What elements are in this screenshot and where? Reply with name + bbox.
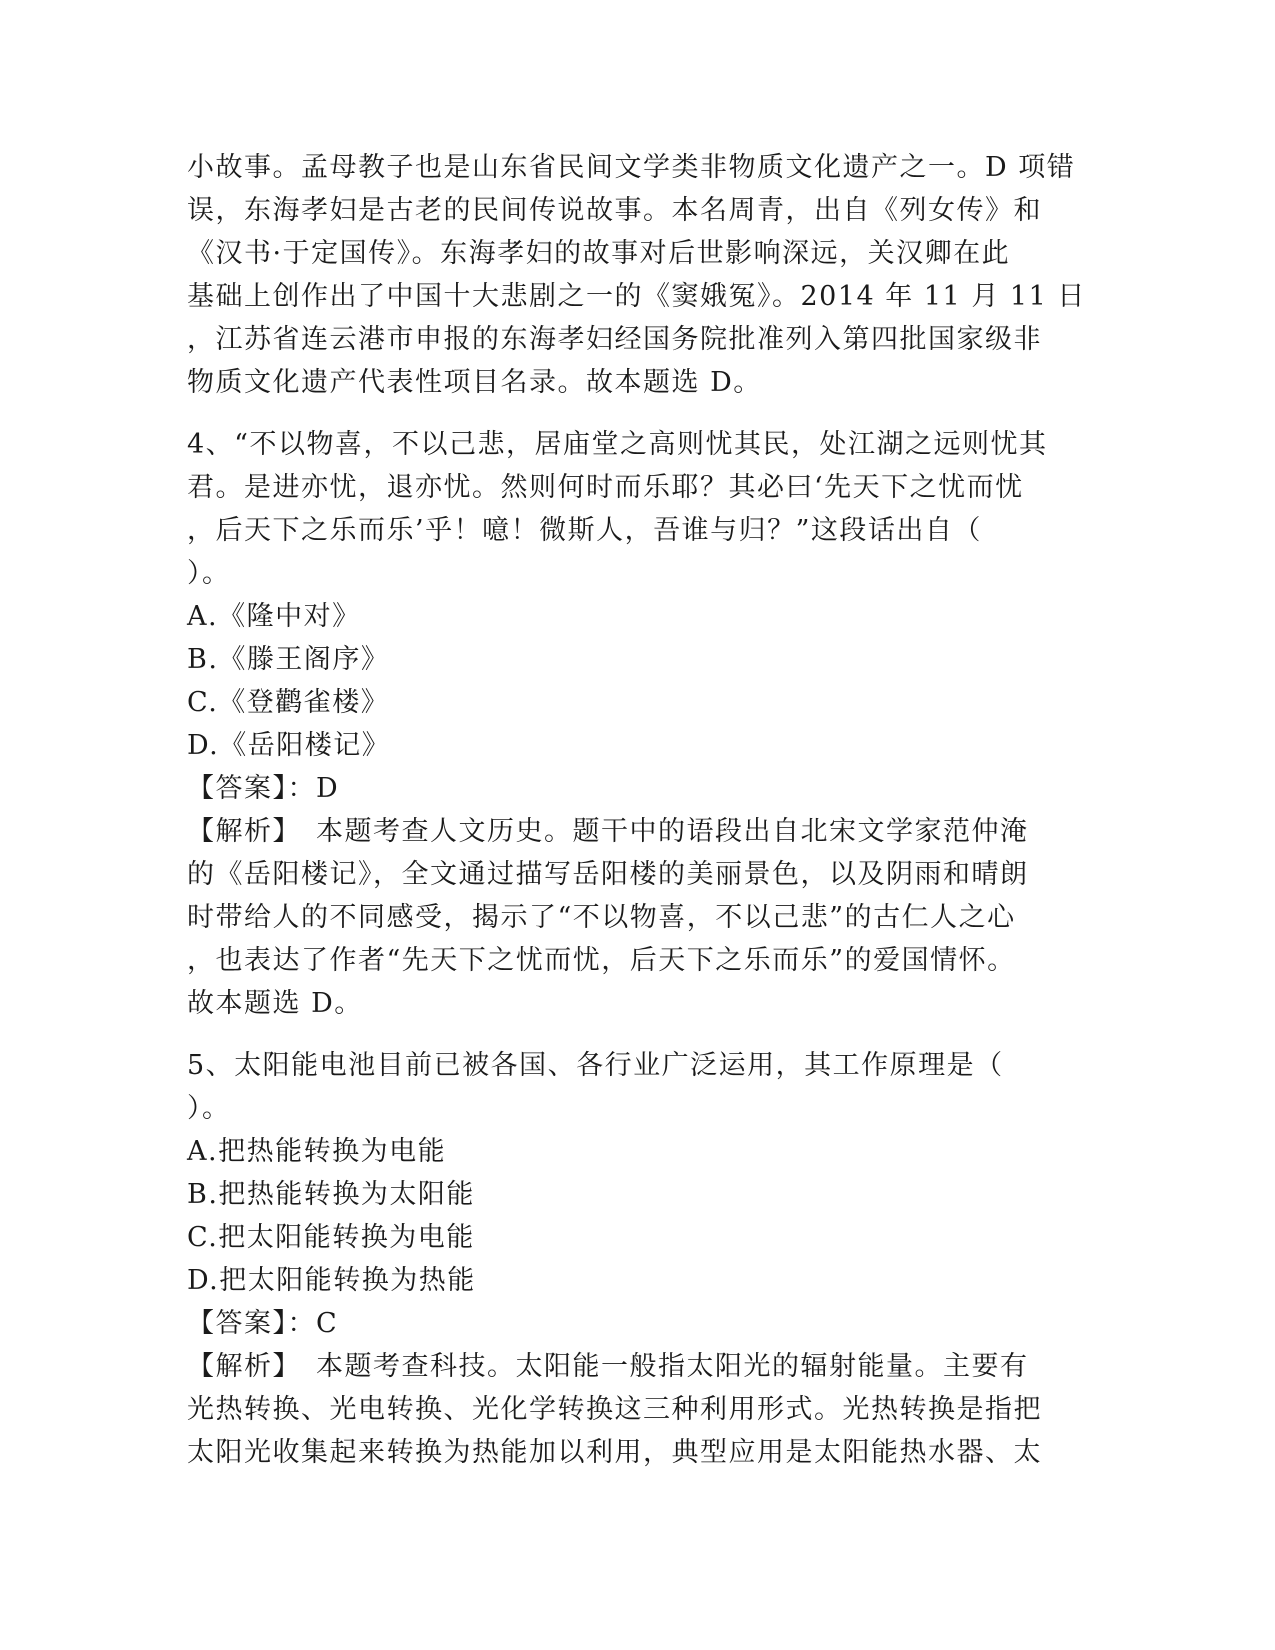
option-a: A.《隆中对》 [187, 601, 361, 632]
analysis-line: 故本题选 D。 [187, 988, 363, 1019]
analysis-line: 的《岳阳楼记》，全文通过描写岳阳楼的美丽景色，以及阴雨和晴朗 [187, 859, 1029, 890]
analysis-line: 光热转换、光电转换、光化学转换这三种利用形式。光热转换是指把 [187, 1394, 1042, 1425]
answer-line: 【答案】：D [187, 773, 340, 804]
text-line: ，江苏省连云港市申报的东海孝妇经国务院批准列入第四批国家级非 [187, 324, 1042, 355]
option-d: D.《岳阳楼记》 [187, 730, 391, 761]
text-line: 基础上创作出了中国十大悲剧之一的《窦娥冤》。2014 年 11 月 11 日 [187, 281, 1086, 312]
option-d: D.把太阳能转换为热能 [187, 1265, 476, 1296]
question-text-line: ）。 [187, 1093, 231, 1124]
question-text-line: 4、“不以物喜，不以己悲，居庙堂之高则忧其民，处江湖之远则忧其 [187, 429, 1048, 460]
document-page [187, 146, 1087, 1474]
option-a: A.把热能转换为电能 [187, 1136, 447, 1167]
analysis-line: 【解析】 本题考查科技。太阳能一般指太阳光的辐射能量。主要有 [187, 1351, 1029, 1382]
option-b: B.把热能转换为太阳能 [187, 1179, 475, 1210]
text-line: 小故事。孟母教子也是山东省民间文学类非物质文化遗产之一。D 项错 [187, 152, 1076, 183]
question-4 [187, 423, 1087, 1025]
question-text-line: 5、太阳能电池目前已被各国、各行业广泛运用，其工作原理是（ [187, 1050, 1004, 1081]
previous-analysis-continuation [187, 146, 1087, 404]
option-b: B.《滕王阁序》 [187, 644, 390, 675]
text-line: 物质文化遗产代表性项目名录。故本题选 D。 [187, 367, 762, 398]
analysis-line: ，也表达了作者“先天下之忧而忧，后天下之乐而乐”的爱国情怀。 [187, 945, 1016, 976]
option-c: C.把太阳能转换为电能 [187, 1222, 475, 1253]
option-c: C.《登鹳雀楼》 [187, 687, 390, 718]
answer-line: 【答案】：C [187, 1308, 339, 1339]
question-text-line: 君。是进亦忧，退亦忧。然则何时而乐耶？其必曰‘先天下之忧而忧 [187, 472, 1024, 503]
text-line: 误，东海孝妇是古老的民间传说故事。本名周青，出自《列女传》和 [187, 195, 1042, 226]
analysis-line: 【解析】 本题考查人文历史。题干中的语段出自北宋文学家范仲淹 [187, 816, 1029, 847]
question-5 [187, 1044, 1087, 1474]
analysis-line: 太阳光收集起来转换为热能加以利用，典型应用是太阳能热水器、太 [187, 1437, 1042, 1468]
question-text-line: ）。 [187, 558, 231, 589]
question-text-line: ，后天下之乐而乐’乎！噫！微斯人，吾谁与归？”这段话出自（ [187, 515, 982, 546]
analysis-line: 时带给人的不同感受，揭示了“不以物喜，不以己悲”的古仁人之心 [187, 902, 1016, 933]
text-line: 《汉书·于定国传》。东海孝妇的故事对后世影响深远，关汉卿在此 [187, 238, 1011, 269]
